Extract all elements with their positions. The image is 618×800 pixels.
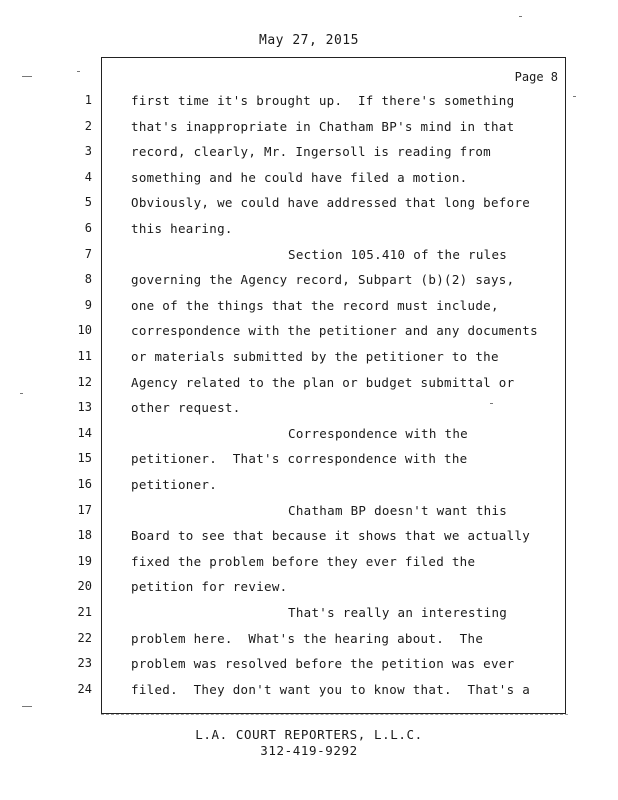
header-date: May 27, 2015 [259, 33, 359, 48]
line-number: 15 [77, 451, 92, 465]
line-number: 8 [84, 272, 92, 286]
line-text: petition for review. [131, 579, 288, 594]
line-number: 19 [77, 554, 92, 568]
line-text: petitioner. [131, 477, 218, 492]
line-text: first time it's brought up. If there's something [131, 93, 515, 108]
line-number: 9 [84, 298, 92, 312]
line-text: problem here. What's the hearing about. The [131, 631, 484, 646]
scan-speck [22, 76, 32, 77]
line-text: something and he could have filed a motion. [131, 170, 468, 185]
line-number: 17 [77, 503, 92, 517]
line-number: 20 [77, 579, 92, 593]
line-text: correspondence with the petitioner and any documents [131, 323, 538, 338]
line-number: 24 [77, 682, 92, 696]
line-number: 16 [77, 477, 92, 491]
line-text: petitioner. That's correspondence with the [131, 451, 468, 466]
line-number: 5 [84, 195, 92, 209]
line-number: 2 [84, 119, 92, 133]
scan-speck [490, 403, 493, 404]
line-text: That's really an interesting [288, 605, 508, 620]
line-number: 7 [84, 247, 92, 261]
line-number: 21 [77, 605, 92, 619]
scan-speck [20, 393, 23, 394]
line-number: 6 [84, 221, 92, 235]
line-number: 11 [77, 349, 92, 363]
footer-phone: 312-419-9292 [260, 743, 358, 758]
footer-company: L.A. COURT REPORTERS, L.L.C. [195, 727, 423, 742]
line-text: this hearing. [131, 221, 233, 236]
line-text: Section 105.410 of the rules [288, 247, 508, 262]
line-text: fixed the problem before they ever filed the [131, 554, 476, 569]
line-text: filed. They don't want you to know that. That's a [131, 682, 531, 697]
line-text: record, clearly, Mr. Ingersoll is reading from [131, 144, 491, 159]
frame-bottom-shadow [101, 714, 568, 718]
scan-speck [77, 71, 80, 72]
line-number: 23 [77, 656, 92, 670]
line-text: or materials submitted by the petitioner to the [131, 349, 499, 364]
line-text: that's inappropriate in Chatham BP's mind in that [131, 119, 515, 134]
line-text: Agency related to the plan or budget submittal or [131, 375, 515, 390]
line-text: Board to see that because it shows that we actually [131, 528, 531, 543]
line-number: 18 [77, 528, 92, 542]
line-number: 14 [77, 426, 92, 440]
line-text: other request. [131, 400, 241, 415]
line-number: 10 [77, 323, 92, 337]
page-number: Page 8 [514, 70, 558, 84]
line-number: 12 [77, 375, 92, 389]
line-number: 13 [77, 400, 92, 414]
scan-speck [22, 706, 32, 707]
line-text: governing the Agency record, Subpart (b)(2) says, [131, 272, 515, 287]
line-number: 3 [84, 144, 92, 158]
line-text: Obviously, we could have addressed that long before [131, 195, 531, 210]
line-number: 22 [77, 631, 92, 645]
line-text: one of the things that the record must include, [131, 298, 499, 313]
scan-speck [519, 16, 522, 17]
line-text: Correspondence with the [288, 426, 468, 441]
line-number: 4 [84, 170, 92, 184]
line-number: 1 [84, 93, 92, 107]
line-text: problem was resolved before the petition was ever [131, 656, 515, 671]
line-text: Chatham BP doesn't want this [288, 503, 508, 518]
scan-speck [573, 96, 576, 97]
